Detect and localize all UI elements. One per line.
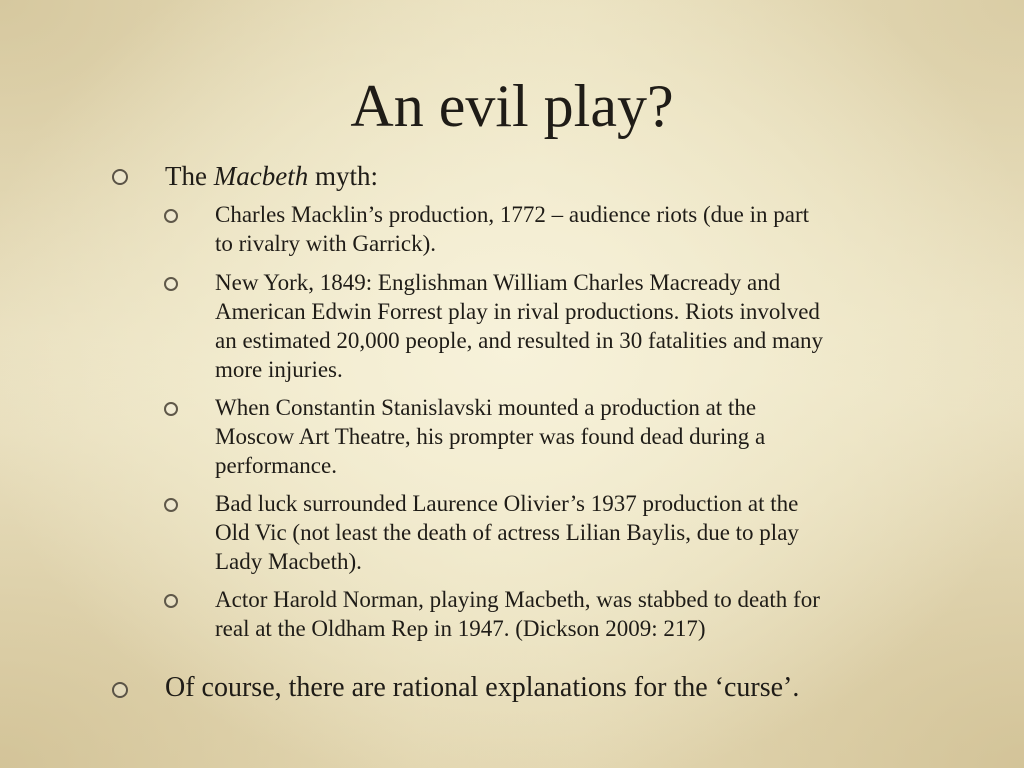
- sub-bullet-line: Bad luck surrounded Laurence Olivier’s 1937 production at the: [215, 491, 799, 516]
- sub-bullet-line: Charles Macklin’s production, 1772 – audience riots (due in part: [215, 202, 810, 227]
- bullet-ring-icon: [112, 682, 128, 698]
- sub-bullet-stanislavski: [215, 393, 915, 480]
- sub-bullet-norman: [215, 585, 915, 643]
- sub-bullet-line: When Constantin Stanislavski mounted a production at the: [215, 395, 757, 420]
- sub-bullet-line: Moscow Art Theatre, his prompter was found dead during a: [215, 424, 766, 449]
- main-bullet-italic-title: Macbeth: [213, 161, 309, 191]
- sub-bullet-line: more injuries.: [215, 357, 343, 382]
- sub-bullet-ring-icon: [164, 209, 178, 223]
- sub-bullet-line: American Edwin Forrest play in rival productions. Riots involved: [215, 299, 820, 324]
- sub-bullet-line: an estimated 20,000 people, and resulted in 30 fatalities and many: [215, 328, 824, 353]
- sub-bullet-ring-icon: [164, 594, 178, 608]
- sub-bullet-ring-icon: [164, 498, 178, 512]
- sub-bullet-line: to rivalry with Garrick).: [215, 231, 436, 256]
- sub-bullet-new-york: [215, 268, 915, 384]
- final-bullet-text: Of course, there are rational explanations for the ‘curse’.: [165, 672, 800, 703]
- sub-bullet-macklin: [215, 200, 915, 258]
- sub-bullet-olivier: [215, 489, 915, 576]
- sub-bullet-ring-icon: [164, 402, 178, 416]
- sub-bullet-line: performance.: [215, 453, 337, 478]
- sub-bullet-ring-icon: [164, 277, 178, 291]
- sub-bullet-line: real at the Oldham Rep in 1947. (Dickson 2009: 217): [215, 616, 706, 641]
- sub-bullet-line: Actor Harold Norman, playing Macbeth, was stabbed to death for: [215, 587, 820, 612]
- sub-bullet-line: Lady Macbeth).: [215, 549, 362, 574]
- main-bullet-suffix: myth:: [308, 161, 378, 191]
- sub-bullet-line: Old Vic (not least the death of actress Lilian Baylis, due to play: [215, 520, 799, 545]
- bullet-ring-icon: [112, 169, 128, 185]
- main-bullet-prefix: The: [165, 161, 214, 191]
- slide-title: An evil play?: [350, 73, 674, 139]
- sub-bullet-line: New York, 1849: Englishman William Charles Macready and: [215, 270, 781, 295]
- main-bullet-text: [165, 161, 378, 191]
